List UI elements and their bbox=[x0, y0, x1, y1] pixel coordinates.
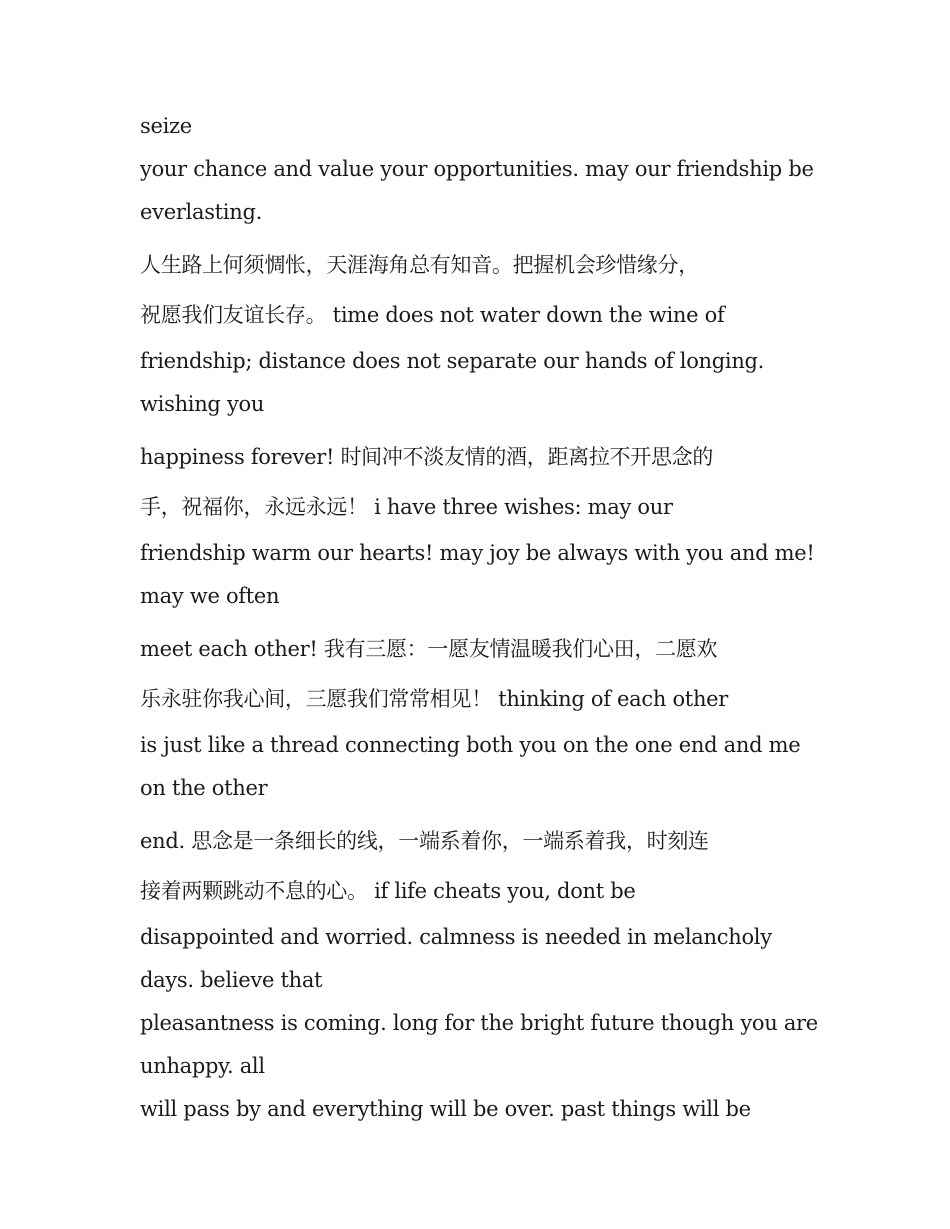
text-line: your chance and value your opportunities. may our friendship be bbox=[140, 157, 814, 181]
text-line: pleasantness is coming. long for the bright future though you are bbox=[140, 1011, 818, 1035]
text-line: may we often bbox=[140, 584, 280, 608]
text-line: seize bbox=[140, 114, 192, 138]
text-line: end. 思念是一条细长的线，一端系着你，一端系着我，时刻连 bbox=[140, 829, 709, 853]
text-line: is just like a thread connecting both you on the one end and me bbox=[140, 733, 801, 757]
text-line: 手，祝福你，永远永远！ i have three wishes: may our bbox=[140, 495, 673, 519]
text-line: days. believe that bbox=[140, 968, 323, 992]
text-line: 接着两颗跳动不息的心。 if life cheats you, dont be bbox=[140, 879, 636, 903]
text-line: happiness forever! 时间冲不淡友情的酒，距离拉不开思念的 bbox=[140, 445, 714, 469]
text-line: friendship; distance does not separate our hands of longing. bbox=[140, 349, 765, 373]
text-line: wishing you bbox=[140, 392, 265, 416]
text-line: will pass by and everything will be over. past things will be bbox=[140, 1097, 751, 1121]
text-line: 乐永驻你我心间，三愿我们常常相见！ thinking of each other bbox=[140, 687, 729, 711]
text-line: meet each other! 我有三愿：一愿友情温暖我们心田，二愿欢 bbox=[140, 637, 718, 661]
text-line: on the other bbox=[140, 776, 268, 800]
text-line: unhappy. all bbox=[140, 1054, 265, 1078]
document-body bbox=[140, 105, 820, 1131]
text-line: friendship warm our hearts! may joy be always with you and me! bbox=[140, 541, 815, 565]
text-line: 人生路上何须惆怅，天涯海角总有知音。把握机会珍惜缘分， bbox=[140, 253, 699, 277]
text-line: 祝愿我们友谊长存。 time does not water down the wine of bbox=[140, 303, 725, 327]
text-line: everlasting. bbox=[140, 200, 262, 224]
text-line: disappointed and worried. calmness is needed in melancholy bbox=[140, 925, 772, 949]
